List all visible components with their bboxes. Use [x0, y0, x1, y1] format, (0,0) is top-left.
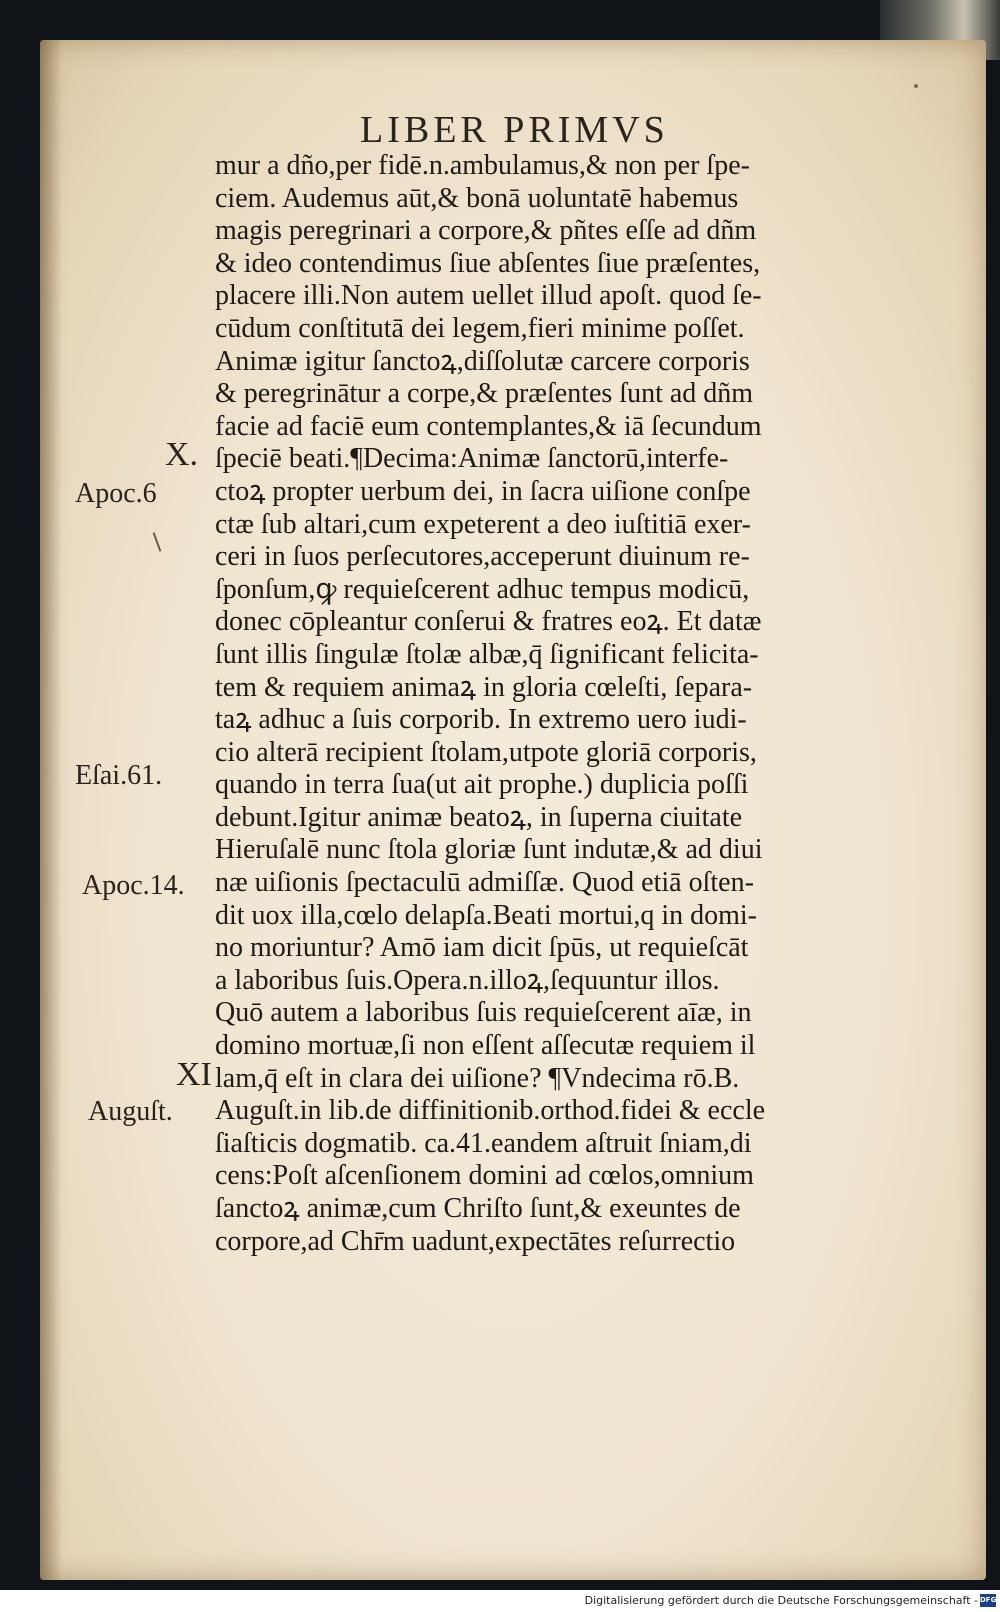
text-line: Hieruſalē nunc ſtola gloriæ ſunt indutæ,& ad diui [215, 834, 763, 866]
text-line: ſiaſticis dogmatib. ca.41.eandem aſtruit ſniam,di [215, 1127, 752, 1159]
text-line: & peregrinātur a corpe,& præſentes ſunt ad dñm [215, 378, 754, 410]
text-line: domino mortuæ,ſi non eſſent aſſecutæ requiem il [215, 1030, 756, 1062]
digitization-credit: Digitalisierung gefördert durch die Deutsche Forschungsgemeinschaft - [584, 1594, 978, 1607]
body-text [215, 150, 905, 1258]
text-line: placere illi.Non autem uellet illud apoſt. quod ſe- [215, 280, 762, 312]
text-line: dit uox illa,cœlo delapſa.Beati mortui,q in domi- [215, 899, 758, 931]
text-line: ſanctoꝝ animæ,cum Chriſto ſunt,& exeuntes de [215, 1193, 741, 1224]
text-line: ctæ ſub altari,cum expeterent a deo iuſtitiā exer- [215, 508, 751, 540]
text-line: taꝝ adhuc a ſuis corporib. In extremo uero iudi- [215, 704, 747, 736]
text-line: facie ad faciē eum contemplantes,& iā ſecundum [215, 410, 762, 442]
text-line: tem & requiem animaꝝ in gloria cœleſti, ſepara- [215, 671, 753, 703]
text-line: a laboribus ſuis.Opera.n.illoꝝ,ſequuntur illos. [215, 964, 720, 996]
text-line: magis peregrinari a corpore,& pñtes eſſe ad dñm [215, 215, 757, 247]
text-line: donec cōpleantur conſerui & fratres eoꝝ. Et datæ [215, 606, 762, 638]
text-line: ſpeciē beati.¶Decima:Animæ ſanctorū,interfe- [215, 443, 729, 475]
margin-note-apoc-6: Apoc.6 [75, 478, 157, 509]
text-line: ceri in ſuos perſecutores,acceperunt diuinum re- [215, 541, 750, 573]
text-line: debunt.Igitur animæ beatoꝝ, in ſuperna ciuitate [215, 801, 743, 833]
text-line: næ uiſionis ſpectaculū admiſſæ. Quod etiā oſten- [215, 867, 754, 899]
text-line: ſponſum,ꝙ requieſcerent adhuc tempus modicū, [215, 573, 750, 605]
text-line: cio alterā recipient ſtolam,utpote gloriā corporis, [215, 736, 757, 768]
text-line: quando in terra ſua(ut ait prophe.) duplicia poſſi [215, 769, 749, 801]
text-line: cūdum conſtitutā dei legem,fieri minime poſſet. [215, 312, 745, 344]
text-line: ctoꝝ propter uerbum dei, in ſacra uiſione conſpe [215, 475, 751, 507]
text-line: mur a dño,per fidē.n.ambulamus,& non per ſpe- [215, 150, 750, 181]
text-line: Animæ igitur ſanctoꝝ,diſſolutæ carcere corporis [215, 345, 750, 377]
margin-note-section-xi: XI [176, 1056, 212, 1093]
text-line: ſunt illis ſingulæ ſtolæ albæ,q̄ ſignificant felicita- [215, 638, 759, 670]
page-speck [914, 84, 918, 88]
text-line: corpore,ad Chr̄m uadunt,expectātes reſurrectio [215, 1225, 736, 1257]
margin-note-apoc-14: Apoc.14. [82, 870, 185, 901]
text-line: ciem. Audemus aūt,& bonā uoluntatē habemus [215, 182, 739, 214]
margin-note-esai-61: Eſai.61. [75, 760, 163, 791]
margin-note-august: Auguſt. [88, 1096, 173, 1127]
text-line: cens:Poſt aſcenſionem domini ad cœlos,omnium [215, 1160, 754, 1192]
text-line: lam,q̄ eſt in clara dei uiſione? ¶Vndecima rō.B. [215, 1062, 740, 1094]
page-gutter-shadow [40, 40, 62, 1580]
dfg-logo: DFG [980, 1594, 996, 1607]
text-line: Auguſt.in lib.de diffinitionib.orthod.fidei & eccle [215, 1095, 766, 1127]
text-line: Quō autem a laboribus ſuis requieſcerent aīæ, in [215, 997, 752, 1029]
text-line: no moriuntur? Amō iam dicit ſpūs, ut requieſcāt [215, 932, 749, 964]
margin-note-section-x: X. [165, 436, 199, 473]
running-head: LIBER PRIMVS [360, 109, 669, 151]
text-line: & ideo contendimus ſiue abſentes ſiue præſentes, [215, 247, 761, 279]
